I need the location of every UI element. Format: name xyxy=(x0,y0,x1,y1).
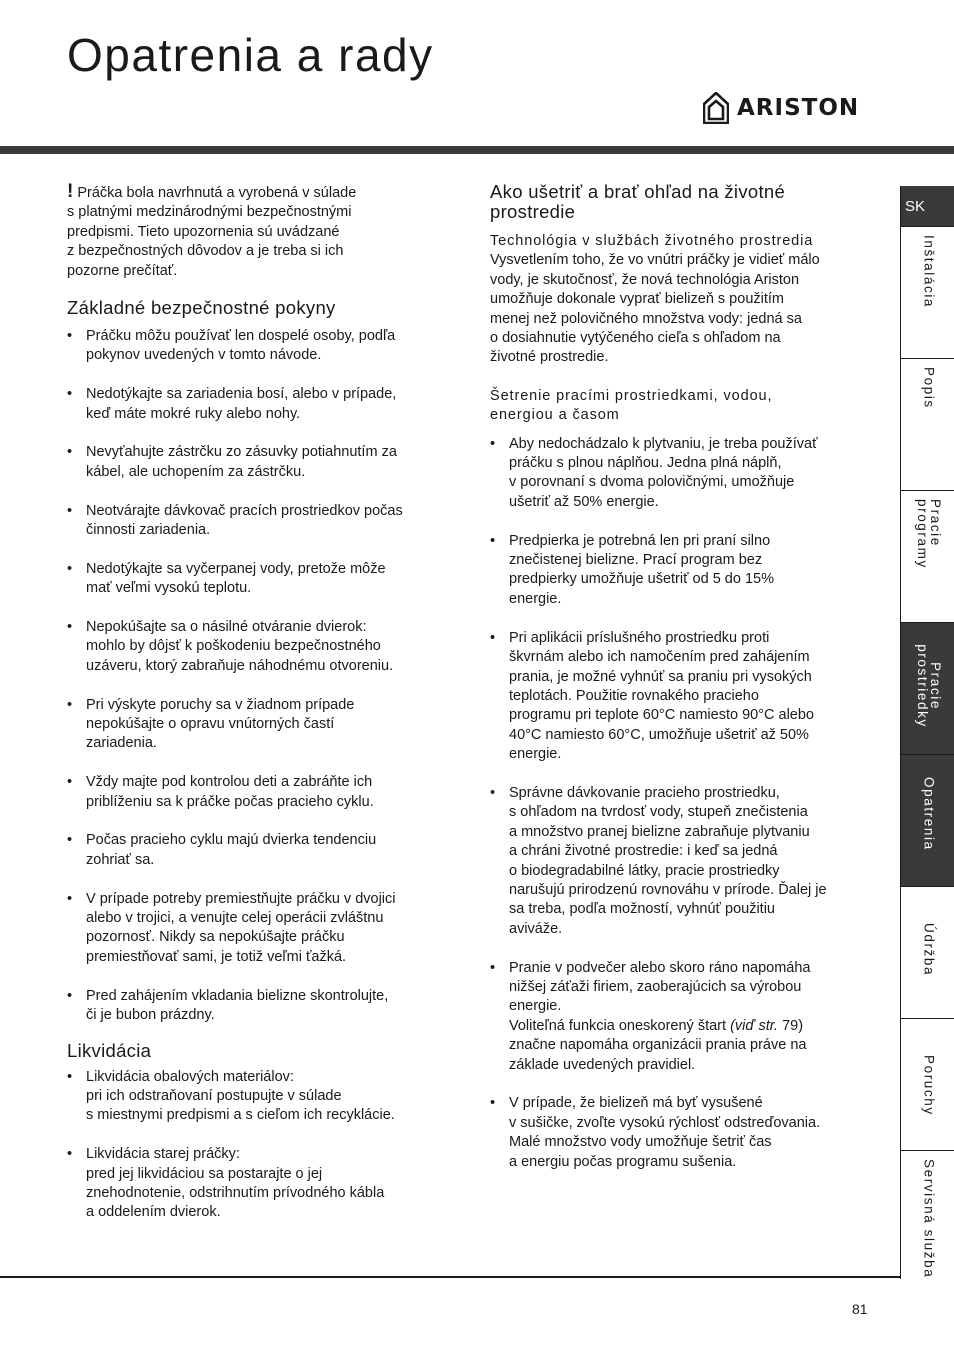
page-number: 81 xyxy=(852,1301,868,1317)
tab-poruchy[interactable]: Poruchy xyxy=(900,1018,954,1150)
brand-name: ARISTON xyxy=(737,95,860,121)
language-tab: SK xyxy=(900,186,954,226)
tab-servisna-sluzba[interactable]: Servisná služba xyxy=(900,1150,954,1279)
intro-paragraph xyxy=(67,182,442,281)
page-reference: (viď str. xyxy=(730,1017,779,1034)
list-item: • Práčku môžu používať len dospelé osoby, podľa pokynov uvedených v tomto návode. xyxy=(67,328,396,364)
tab-opatrenia[interactable]: Opatrenia xyxy=(900,754,954,886)
list-item: • Likvidácia starej práčky: pred jej likvidáciou sa postarajte o jej znehodnotenie, odstrihnutím prívodného kábla a oddelením dvierok. xyxy=(67,1146,385,1221)
list-item: • Pri výskyte poruchy sa v žiadnom prípade nepokúšajte o opravu vnútorných častí zariadenia. xyxy=(67,696,355,752)
list-item: • V prípade potreby premiestňujte práčku v dvojici alebo v trojici, a venujte celej operácii zvláštnu pozornosť. Nikdy sa nepokúšajte práčku premiestňovať sami, je totiž veľmi ťažká. xyxy=(67,890,396,965)
list-item: • Nevyťahujte zástrčku zo zásuvky potiahnutím za kábel, ale uchopením za zástrčku. xyxy=(67,444,397,480)
tech-heading: Technológia v službách životného prostredia xyxy=(490,233,814,249)
safety-heading: Základné bezpečnostné pokyny xyxy=(67,297,336,319)
saving-list xyxy=(490,435,870,1172)
intro-text: Práčka bola navrhnutá a vyrobená v súlade s platnými medzinárodnými bezpečnostnými predpismi. Tieto upozornenia sú uvádzané z bezpečnostných dôvodov a je treba si ich pozorne prečítať. xyxy=(67,185,357,279)
list-item: • Neotvárajte dávkovač pracích prostriedkov počas činnosti zariadenia. xyxy=(67,502,403,539)
tab-instalacia[interactable]: Inštalácia xyxy=(900,226,954,358)
warning-mark: ! xyxy=(67,181,74,202)
left-column xyxy=(67,182,442,1242)
list-item: • Nedotýkajte sa vyčerpanej vody, pretože môže mať veľmi vysokú teplotu. xyxy=(67,560,386,597)
list-item: • Pranie v podvečer alebo skoro ráno napomáha nižšej záťaži firiem, zaoberajúcich sa výrobou energie. Voliteľná funkcia oneskorený štart (viď str. 79) značne napomáha organizácii prania práve na základe uvedených pravidiel. xyxy=(490,959,811,1073)
safety-list xyxy=(67,327,442,1025)
footer-rule xyxy=(0,1276,900,1278)
list-item: • Pri aplikácii príslušného prostriedku proti škvrnám alebo ich namočením pred zahájením prania, je možné vyhnúť sa praniu pri vysokých teplotách. Použitie rovnakého pracieho programu pri teplote 60°C namiesto 90°C alebo 40°C namiesto 60°C, umožňuje ušetriť až 50% energie. xyxy=(490,629,814,763)
list-item: • Pred zahájením vkladania bielizne skontrolujte, či je bubon prázdny. xyxy=(67,987,389,1024)
tab-pracie-programy[interactable]: Pracie programy xyxy=(900,490,954,622)
disposal-heading: Likvidácia xyxy=(67,1039,152,1061)
brand-logo xyxy=(703,90,859,126)
tab-udrzba[interactable]: Údržba xyxy=(900,886,954,1018)
disposal-list xyxy=(67,1068,442,1223)
tab-pracie-prostriedky[interactable]: Pracie prostriedky xyxy=(900,622,954,754)
eco-heading: Ako ušetriť a brať ohľad na životné prostredie xyxy=(490,181,786,222)
header-rule xyxy=(0,146,954,154)
list-item: • Nedotýkajte sa zariadenia bosí, alebo v prípade, keď máte mokré ruky alebo nohy. xyxy=(67,386,397,422)
list-item: • V prípade, že bielizeň má byť vysušené v sušičke, zvoľte vysokú rýchlosť odstreďovania. Malé množstvo vody umožňuje šetriť čas a energiu počas programu sušenia. xyxy=(490,1095,821,1170)
saving-heading: Šetrenie pracími prostriedkami, vodou, energiou a časom xyxy=(490,387,773,424)
tech-paragraph: Vysvetlením toho, že vo vnútri práčky je vidieť málo vody, je skutočnosť, že nová technológia Ariston umožňuje dokonale vyprať bielizeň s použitím menej než polovičného množstva vody: jedná sa o dosiahnutie vytýčeného cieľa s ohľadom na životné prostredie. xyxy=(490,252,820,366)
list-item: • Počas pracieho cyklu majú dvierka tendenciu zohriať sa. xyxy=(67,832,377,868)
house-logo-icon xyxy=(703,92,729,124)
list-item: • Vždy majte pod kontrolou deti a zabráňte ich priblíženiu sa k práčke počas pracieho cyklu. xyxy=(67,774,374,810)
list-item: • Správne dávkovanie pracieho prostriedku, s ohľadom na tvrdosť vody, stupeň znečistenia a množstvo pranej bielizne zabraňuje plytvaniu a chráni životné prostredie: i keď sa jedná o biodegradabilné látky, pracie prostriedky narušujú prirodzenú rovnováhu v prírode. Ďalej je sa treba, podľa možností, vyhnúť použitiu aviváže. xyxy=(490,784,827,937)
list-item: • Predpierka je potrebná len pri praní silno znečistenej bielizne. Prací program bez predpierky umožňuje ušetriť od 5 do 15% energie. xyxy=(490,532,774,607)
list-item: • Aby nedochádzalo k plytvaniu, je treba používať práčku s plnou náplňou. Jedna plná náplň, v porovnaní s dvoma polovičnými, umožňuje ušetriť až 50% energie. xyxy=(490,435,818,510)
section-sidebar xyxy=(900,186,954,1279)
tab-popis[interactable]: Popis xyxy=(900,358,954,490)
right-column xyxy=(490,182,870,1191)
page-title: Opatrenia a rady xyxy=(67,29,434,81)
list-item: • Nepokúšajte sa o násilné otváranie dvierok: mohlo by dôjsť k poškodeniu bezpečnostného uzáveru, ktorý zabraňuje náhodnému otvoreniu. xyxy=(67,619,394,674)
list-item: • Likvidácia obalových materiálov: pri ich odstraňovaní postupujte v súlade s miestnymi predpismi a s cieľom ich recyklácie. xyxy=(67,1068,395,1124)
